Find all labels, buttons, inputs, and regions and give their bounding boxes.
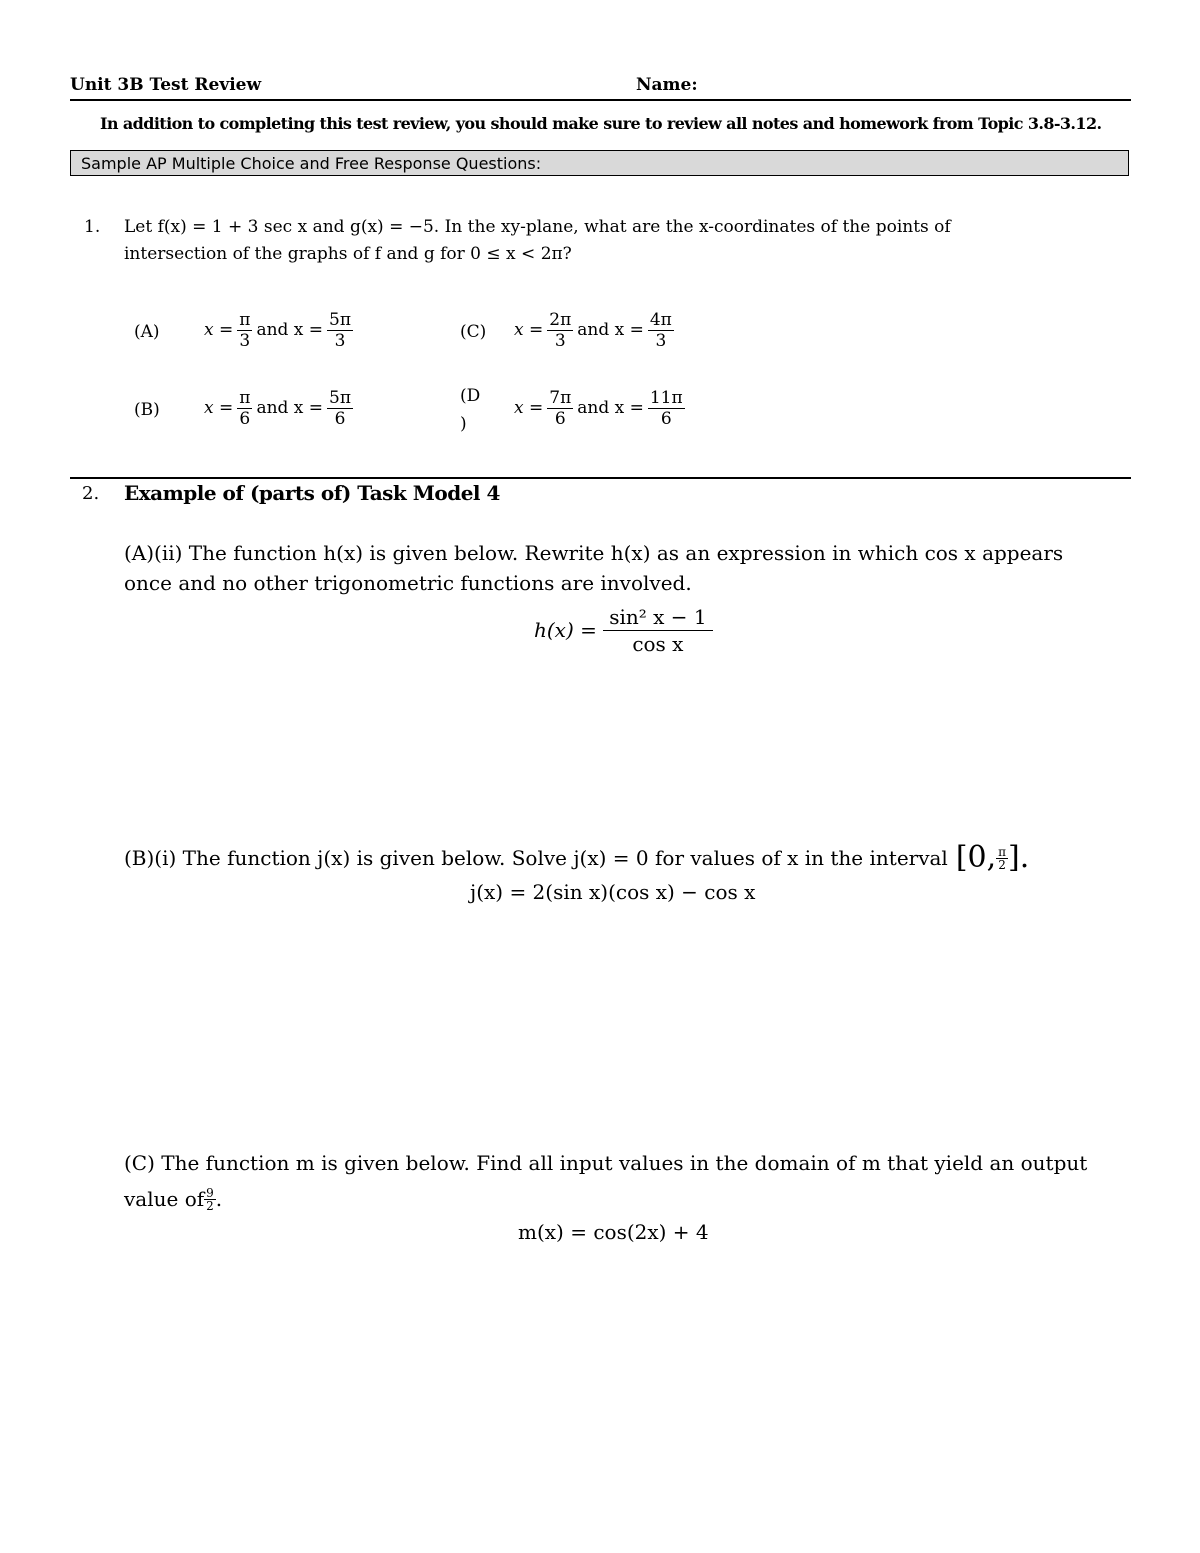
choice-b-label: (B) [134,400,160,420]
choice-c-label: (C) [460,322,487,342]
question-1-text-line2: intersection of the graphs of f and g for 0 ≤ x < 2π? [124,244,572,264]
x-equals: x = [204,398,234,418]
and-x-equals: and x = [256,398,324,418]
fraction: $\frac{5\pi}{3}$ [329,309,352,351]
choice-d-label: (D [460,386,481,406]
part-c-suffix: . [215,1187,223,1211]
choice-a-label: (A) [134,322,160,342]
h-lhs: h(x) = [534,618,597,642]
fraction: $\frac{7\pi}{6}$ [549,387,572,429]
choice-d-label-tail: ) [460,414,467,434]
and-x-equals: and x = [577,398,644,418]
part-c-text-line1: (C) The function m is given below. Find all input values in the domain of m that yield an output [124,1151,1088,1175]
name-label: Name: [636,75,698,95]
part-a-text-line1: (A)(ii) The function h(x) is given below. Rewrite h(x) as an expression in which cos x appears [124,541,1064,565]
interval-close: ]. [1008,840,1030,875]
and-x-equals: and x = [256,320,324,340]
fraction: $\frac{\pi}{3}$ [239,309,251,351]
fraction: $\frac{2\pi}{3}$ [549,309,572,351]
x-equals: x = [514,320,544,340]
choice-a-answer [204,305,353,355]
header-rule [70,99,1131,101]
interval-fraction: $\frac{\pi}{2}$ [998,844,1007,872]
question-1-number: 1. [84,217,101,237]
document-title: Unit 3B Test Review [70,75,262,95]
choice-c-answer [514,305,674,355]
part-c-line2 [124,1178,222,1220]
fraction: $\frac{4\pi}{3}$ [649,309,672,351]
part-c-equation: m(x) = cos(2x) + 4 [518,1220,709,1244]
question-1-text-line1: Let f(x) = 1 + 3 sec x and g(x) = −5. In the xy-plane, what are the x-coordinates of the points of [124,217,951,237]
interval-open: [0, [955,840,997,875]
choice-b-answer [204,383,353,433]
section-banner: Sample AP Multiple Choice and Free Response Questions: [70,150,1129,176]
output-fraction: $\frac{9}{2}$ [206,1185,214,1213]
x-equals: x = [204,320,234,340]
part-b-text: (B)(i) The function j(x) is given below. Solve j(x) = 0 for values of x in the interval [124,846,948,870]
part-b-equation: j(x) = 2(sin x)(cos x) − cos x [470,880,756,904]
question-2-number: 2. [82,483,100,504]
review-note: In addition to completing this test review, you should make sure to review all notes and homework from Topic 3.8-3.12. [100,114,1102,133]
fraction: $\frac{11\pi}{6}$ [649,387,683,429]
choice-d-answer [514,383,685,433]
fraction: $\frac{5\pi}{6}$ [329,387,352,429]
question-2-title: Example of (parts of) Task Model 4 [124,481,500,505]
part-a-text-line2: once and no other trigonometric functions are involved. [124,571,692,595]
and-x-equals: and x = [577,320,644,340]
h-fraction: $\frac{\text{sin² x − 1}}{\text{cos x}}$ [603,604,713,657]
part-c-prefix: value of [124,1187,205,1211]
x-equals: x = [514,398,544,418]
part-b-prompt [124,838,1029,878]
section-divider [70,477,1131,479]
fraction: $\frac{\pi}{6}$ [239,387,251,429]
part-a-equation [534,600,713,660]
